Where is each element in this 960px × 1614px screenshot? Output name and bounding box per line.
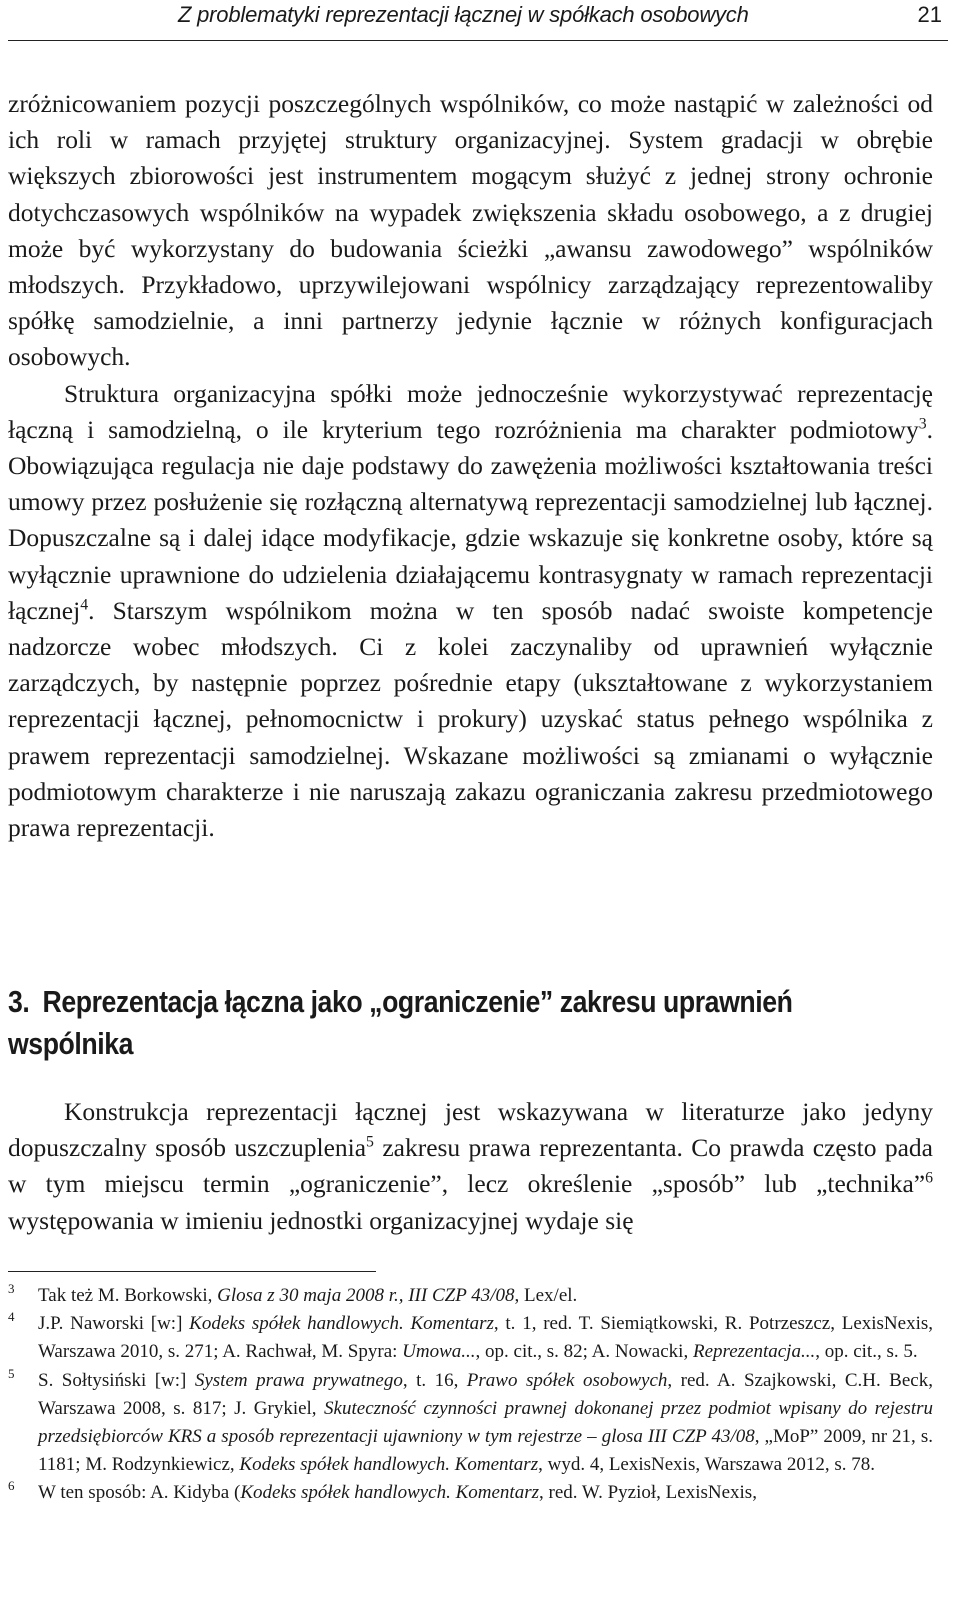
running-title: Z problematyki reprezentacji łącznej w spółkach osobowych	[178, 2, 749, 27]
running-header	[8, 0, 948, 41]
paragraph-2-part-c: . Starszym wspólnikom można w ten sposób nadać swoiste kompetencje nadzorcze wobec młodszych. Ci z kolei zaczynaliby od uprawnień wyłącznie zarządczych, by następnie poprzez pośrednie etapy (ukształtowane z wykorzystaniem reprezentacji łącznej, pełnomocnictw i prokury) uzyskać status pełnego wspólnika z prawem reprezentacji samodzielnej. Wskazane możliwości są zmianami o wyłącznie podmiotowym charakterze i nie naruszają zakazu ograniczania zakresu przedmiotowego prawa reprezentacji.	[8, 595, 933, 843]
paragraph-1: zróżnicowaniem pozycji poszczególnych wspólników, co może nastąpić w zależności od ich roli w ramach przyjętej struktury organizacyjnej. System gradacji w obrębie większych zbiorowości jest instrumentem mogącym służyć z jednej strony ochronie dotychczasowych wspólników na wypadek zwiększenia składu osobowego, a z drugiej może być wykorzystany do budowania ścieżki „awansu zawodowego” wspólników młodszych. Przykładowo, uprzywilejowani wspólnicy zarządzający reprezentowaliby spółkę samodzielnie, a inni partnerzy jedynie łącznie w różnych konfiguracjach osobowych.	[8, 89, 933, 372]
footnote-italic-segment: Glosa z 30 maja 2008 r., III CZP 43/08	[217, 1285, 515, 1306]
section-title: Reprezentacja łączna jako „ograniczenie” zakresu uprawnień wspólnika	[8, 984, 793, 1061]
footnote-segment: , Lex/el.	[514, 1285, 578, 1306]
footnote-text	[38, 1482, 757, 1503]
footnote-segment: S. Sołtysiński [w:]	[38, 1369, 195, 1391]
footnote-segment: W ten sposób: A. Kidyba (	[38, 1482, 241, 1504]
footnote-segment: , red. A. Szajkowski, C.H. Beck, Warszawa 2008, s. 817; J. Grykiel,	[38, 1369, 933, 1419]
footnote-segment: J.P. Naworski [w:]	[38, 1313, 190, 1335]
footnote-5	[8, 1367, 933, 1480]
paragraph-3	[8, 1094, 933, 1239]
footnote-segment: Tak też M. Borkowski,	[38, 1285, 218, 1306]
footnote-italic-segment: Kodeks spółek handlowych. Komentarz	[189, 1313, 494, 1335]
footnote-segment: , t. 16,	[402, 1369, 467, 1391]
section-heading	[8, 981, 804, 1065]
section-number: 3.	[8, 984, 30, 1019]
footnote-italic-segment: Kodeks spółek handlowych. Komentarz	[239, 1454, 539, 1476]
footnote-text	[38, 1370, 933, 1476]
footnote-mark: 6	[8, 1478, 15, 1494]
paragraph-2-part-a: Struktura organizacyjna spółki może jednocześnie wykorzystywać reprezentację łączną i samodzielną, o ile kryterium tego rozróżnienia ma charakter podmiotowy	[8, 378, 933, 444]
footnote-italic-segment: Prawo spółek osobowych	[466, 1369, 668, 1391]
main-text-block	[8, 86, 933, 846]
paragraph-2-part-b: . Obowiązująca regulacja nie daje podstawy do zawężenia możliwości kształtowania treści umowy przez posłużenie się rozłączną alternatywą reprezentacji samodzielnej lub łącznej. Dopuszczalne są i dalej idące modyfikacje, gdzie wskazuje się konkretne osoby, które są wyłącznie uprawnione do udzielenia działającemu kontrasygnaty w ramach reprezentacji łącznej	[8, 414, 933, 625]
footnotes-area	[8, 1282, 933, 1508]
footnote-ref-4[interactable]: 4	[80, 596, 89, 614]
footnote-italic-segment: Skuteczność czynności prawnej dokonanej przez podmiot wpisany do rejestru przedsiębiorców KRS a sposób reprezentacji ujawniony w tym rejestrze – glosa III CZP 43/08	[38, 1397, 933, 1448]
paragraph-3-part-c: występowania w imieniu jednostki organizacyjnej wydaje się	[8, 1205, 634, 1235]
footnote-segment: , red. W. Pyzioł, LexisNexis,	[539, 1482, 757, 1504]
footnote-segment: , t. 1, red. T. Siemiątkowski, R. Potrzeszcz, LexisNexis, Warszawa 2010, s. 271; A. Rachwał, M. Spyra:	[38, 1313, 933, 1363]
footnote-segment: , „MoP” 2009, nr 21, s. 1181; M. Rodzynkiewicz,	[38, 1426, 933, 1476]
footnote-italic-segment: System prawa prywatnego	[194, 1369, 403, 1391]
paragraph-3-part-b: zakresu prawa reprezentanta. Co prawda często pada w tym miejscu termin „ograniczenie”, lecz określenie „sposób” lub „technika”	[8, 1133, 934, 1199]
footnote-6	[8, 1479, 933, 1507]
footnote-mark: 4	[8, 1309, 15, 1325]
paragraph-2	[8, 376, 933, 847]
footnote-mark: 3	[8, 1281, 15, 1296]
footnote-segment: , wyd. 4, LexisNexis, Warszawa 2012, s. 78.	[538, 1454, 875, 1476]
footnote-segment: , op. cit., s. 82; A. Nowacki,	[475, 1341, 693, 1363]
footnote-4	[8, 1310, 933, 1366]
footnote-ref-6[interactable]: 6	[925, 1169, 933, 1187]
footnote-ref-3[interactable]: 3	[918, 415, 927, 433]
footnote-italic-segment: Kodeks spółek handlowych. Komentarz	[240, 1482, 539, 1504]
footnote-separator	[8, 1271, 376, 1272]
footnote-ref-5[interactable]: 5	[366, 1133, 374, 1151]
footnote-3	[8, 1282, 933, 1310]
footnote-italic-segment: Reprezentacja...	[692, 1341, 816, 1363]
footnote-segment: , op. cit., s. 5.	[815, 1341, 918, 1363]
paragraph-3-part-a: Konstrukcja reprezentacji łącznej jest wskazywana w literaturze jako jedyny dopuszczalny sposób uszczuplenia	[8, 1097, 933, 1163]
footnote-text	[38, 1313, 933, 1362]
footnote-italic-segment: Umowa...	[402, 1341, 476, 1363]
page-number: 21	[917, 2, 942, 27]
footnote-mark: 5	[8, 1365, 15, 1381]
section-3-text	[8, 1094, 933, 1239]
footnote-text	[38, 1285, 577, 1306]
